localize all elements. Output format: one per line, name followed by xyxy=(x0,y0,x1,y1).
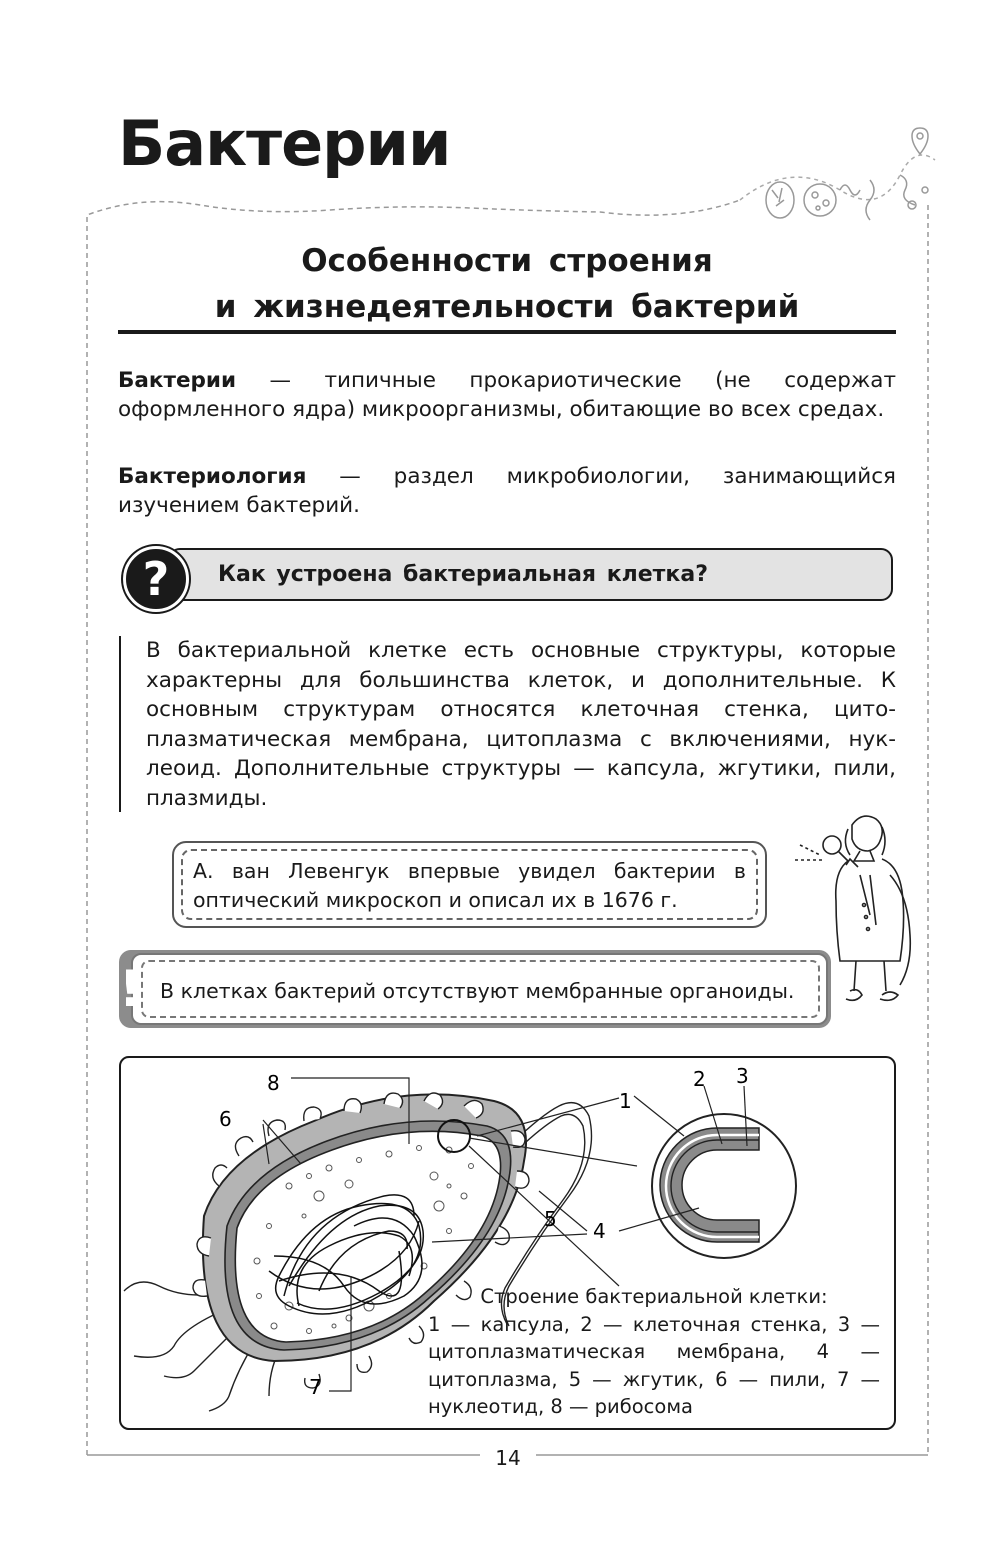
body-margin-rule xyxy=(119,636,121,812)
body-paragraph: В бактериальной клетке есть основные структуры, которые характерны для большинства клеток, и дополнительные. К основным структурам относятся клеточная стенка, цитоплазматическая мембрана, цитоплазма с включениями, нуклеоид. Дополнительные структуры — капсула, жгутики, пили, плазмиды. xyxy=(146,638,896,811)
definition-term: Бактериология xyxy=(118,464,307,489)
diagram-label-1: 1 xyxy=(619,1089,632,1113)
diagram-label-5: 5 xyxy=(544,1207,557,1231)
warning-text: В клетках бактерий отсутствуют мембранные органоиды. xyxy=(160,979,795,1003)
definition-text: — раздел микробиологии, занимающийся изучением бактерий. xyxy=(118,464,896,518)
definition-bacteriology xyxy=(118,462,896,520)
definition-text: — типичные прокариотические (не содержат оформленного ядра) микроорганизмы, обитающие во всех средах. xyxy=(118,368,896,422)
diagram-label-7: 7 xyxy=(309,1375,322,1399)
diagram-label-8: 8 xyxy=(267,1071,280,1095)
diagram-label-4: 4 xyxy=(593,1219,606,1243)
section-title xyxy=(118,238,896,330)
question-mark-icon: ? xyxy=(123,546,189,612)
header-microbe-doodles xyxy=(766,128,928,220)
definition-bacteria xyxy=(118,366,896,424)
definition-term: Бактерии xyxy=(118,368,237,393)
section-title-line2: и жизнедеятельности бактерий xyxy=(214,289,800,325)
page-number: 14 xyxy=(480,1446,536,1470)
diagram-label-3: 3 xyxy=(736,1064,749,1088)
section-underline xyxy=(118,330,896,334)
fact-text: А. ван Левенгук впервые увидел бактерии в оптический микроскоп и описал их в 1676 г. xyxy=(193,859,746,912)
caption-title: Строение бактериальной клетки: xyxy=(480,1285,828,1308)
caption-text: 1 — капсула, 2 — клеточная стенка, 3 — цитоплазматическая мембрана, 4 — цитоплазма, 5 — жгутик, 6 — пили, 7 — нуклеотид, 8 — рибосома xyxy=(428,1312,880,1418)
diagram-label-2: 2 xyxy=(693,1067,706,1091)
figure-caption xyxy=(428,1283,880,1421)
diagram-label-6: 6 xyxy=(219,1107,232,1131)
section-title-line1: Особенности строения xyxy=(301,243,713,279)
page-title: Бактерии xyxy=(118,107,451,180)
question-text: Как устроена бактериальная клетка? xyxy=(218,562,708,587)
exclamation-icon: ! xyxy=(119,960,142,1018)
